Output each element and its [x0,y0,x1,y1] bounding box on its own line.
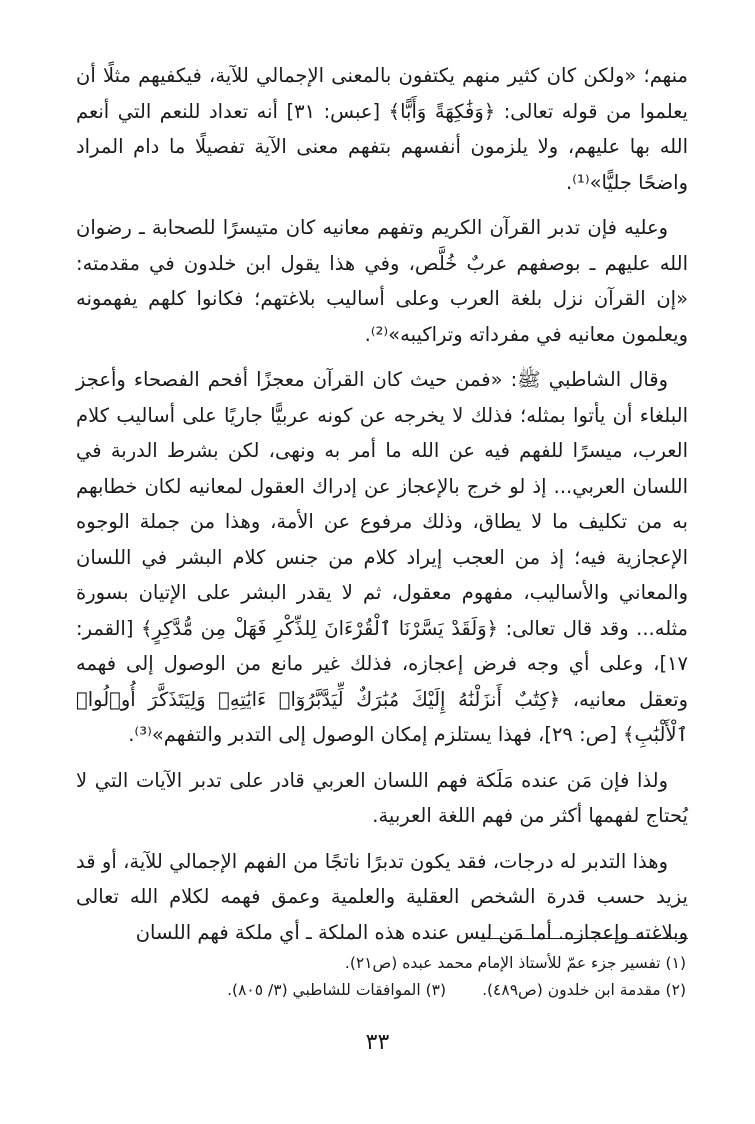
footnote-row-2 [76,977,686,1004]
paragraph-5: وهذا التدبر له درجات، فقد يكون تدبرًا ناتجًا من الفهم الإجمالي للآية، أو قد يزيد حسب قدرة الشخص العقلية والعلمية وعمق فهمه لكلام الله تعالى وبلاغته وإعجازه. أما مَن ليس عنده هذه الملكة ـ أي ملكة فهم اللسان [76,849,688,944]
paragraph-1: منهم؛ «ولكن كان كثير منهم يكتفون بالمعنى الإجمالي للآية، فيكفيهم مثلًا أن يعلموا من قوله تعالى: ﴿وَفَٰكِهَةً وَأَبًّا﴾ [عبس: ٣١] أنه تعداد للنعم التي أنعم الله بها عليهم، ولا يلزمون أنفسهم بتفهم معنى الآية تفصيلًا ما دام المراد واضحًا جليًّا»⁽¹⁾. [76,64,688,194]
footnote-3: (٣) الموافقات للشاطبي (٣/ ٨٠٥). [227,981,447,999]
footnotes [76,950,686,1004]
paragraph-2: وعليه فإن تدبر القرآن الكريم وتفهم معانيه كان متيسرًا للصحابة ـ رضوان الله عليهم ـ بوصفهم عربٌ خُلَّص، وفي هذا يقول ابن خلدون في مقدمته: «إن القرآن نزل بلغة العرب وعلى أساليب بلاغتهم؛ فكانوا كلهم يفهمونه ويعلمون معانيه في مفرداته وتراكيبه»⁽²⁾. [76,216,688,346]
footnote-1: (١) تفسير جزء عمّ للأستاذ الإمام محمد عبده (ص٢١). [344,954,686,972]
page-number: ٣٣ [365,1030,390,1055]
footnote-divider [480,938,688,939]
paragraph-4: ولذا فإن مَن عنده مَلَكة فهم اللسان العربي قادر على تدبر الآيات التي لا يُحتاج لفهمها أكثر من فهم اللغة العربية. [76,768,688,827]
paragraph-3: وقال الشاطبي ﷺ: «فمن حيث كان القرآن معجزًا أفحم الفصحاء وأعجز البلغاء أن يأتوا بمثله؛ فذلك لا يخرجه عن كونه عربيًّا جاريًا على أساليب كلام العرب، ميسرًا للفهم فيه عن الله ما أمر به ونهى، لكن بشرط الدربة في اللسان العربي... إذ لو خرج بالإعجاز عن إدراك العقول لمعانيه لكان خطابهم به من تكليف ما لا يطاق، وذلك مرفوع عن الأمة، وهذا من جملة الوجوه الإعجازية فيه؛ إذ من العجب إيراد كلام من جنس كلام البشر في اللسان والمعاني والأساليب، مفهوم معقول، ثم لا يقدر البشر على الإتيان بسورة مثله... وقد قال تعالى: ﴿وَلَقَدْ يَسَّرْنَا ٱلْقُرْءَانَ لِلذِّكْرِ فَهَلْ مِن مُّدَّكِرٍ﴾ [القمر: ١٧]، وعلى أي وجه فرض إعجازه، فذلك غير مانع من الوصول إلى فهمه وتعقل معانيه، ﴿كِتَٰبٌ أَنزَلْنَٰهُ إِلَيْكَ مُبَٰرَكٌ لِّيَدَّبَّرُوٓا۟ ءَايَٰتِهِۦ وَلِيَتَذَكَّرَ أُو۟لُوا۟ ٱلْأَلْبَٰبِ﴾ [ص: ٢٩]، فهذا يستلزم إمكان الوصول إلى التدبر والتفهم»⁽³⁾. [76,368,688,746]
footnote-2: (٢) مقدمة ابن خلدون (ص٤٨٩). [482,981,686,999]
main-text [76,58,688,960]
